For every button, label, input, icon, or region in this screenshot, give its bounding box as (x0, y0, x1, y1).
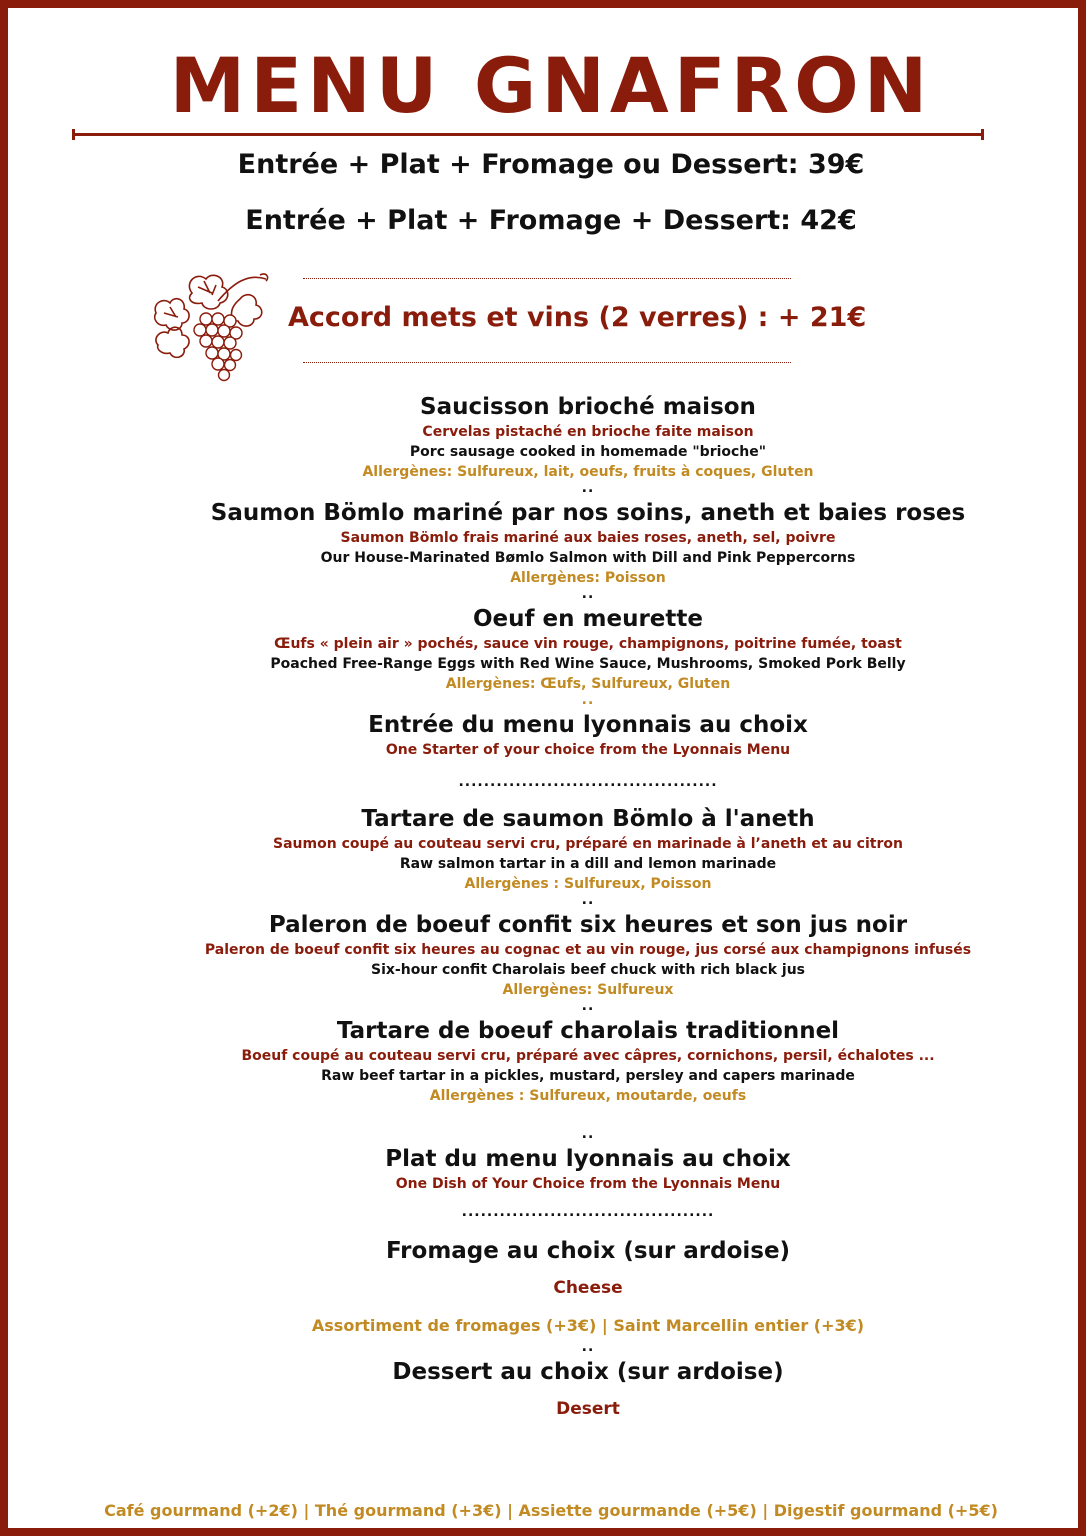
dish-description-fr: One Dish of Your Choice from the Lyonnais Menu (395, 1176, 781, 1192)
dish-description-en: Poached Free-Range Eggs with Red Wine Sauce, Mushrooms, Smoked Pork Belly (270, 656, 906, 672)
dish-description-en: Six-hour confit Charolais beef chuck with rich black jus (371, 962, 805, 978)
main-item (108, 1144, 1068, 1194)
dish-description-fr: Saumon coupé au couteau servi cru, préparé en marinade à l’aneth et au citron (273, 836, 903, 852)
title-divider (72, 133, 984, 136)
dish-title: Oeuf en meurette (473, 606, 703, 632)
dessert-title: Dessert au choix (sur ardoise) (392, 1359, 784, 1385)
dish-allergens: Allergènes : Sulfureux, Poisson (464, 876, 712, 892)
starter-item (108, 710, 1068, 760)
dish-allergens: Allergènes: Poisson (510, 570, 666, 586)
dish-title: Saumon Bömlo mariné par nos soins, aneth et baies roses (210, 500, 966, 526)
main-item (108, 910, 1068, 1016)
dessert-options: Café gourmand (+2€) | Thé gourmand (+3€) | Assiette gourmande (+5€) | Digestif gourmand (+5€) (104, 1501, 998, 1520)
dish-allergens: Allergènes : Sulfureux, moutarde, oeufs (429, 1088, 747, 1104)
dish-description-fr: Œufs « plein air » pochés, sauce vin rouge, champignons, poitrine fumée, toast (274, 636, 902, 652)
dish-title: Paleron de boeuf confit six heures et son jus noir (268, 912, 908, 938)
item-separator: .. (581, 692, 595, 708)
cheese-options: Assortiment de fromages (+3€) | Saint Marcellin entier (+3€) (311, 1316, 865, 1335)
main-item (108, 804, 1068, 910)
price-line-39: Entrée + Plat + Fromage ou Dessert: 39€ (237, 149, 865, 180)
dish-allergens: Allergènes: Sulfureux, lait, oeufs, fruits à coques, Gluten (362, 464, 814, 480)
dish-title: Tartare de saumon Bömlo à l'aneth (361, 806, 815, 832)
section-divider: ........................................ (461, 1204, 715, 1220)
item-separator: .. (581, 586, 595, 602)
dessert-label-en: Desert (556, 1399, 620, 1419)
dish-allergens: Allergènes: Œufs, Sulfureux, Gluten (445, 676, 731, 692)
dish-description-fr: Paleron de boeuf confit six heures au cognac et au vin rouge, jus corsé aux champignons infusés (204, 942, 972, 958)
dish-title: Entrée du menu lyonnais au choix (368, 712, 808, 738)
dish-description-en: Porc sausage cooked in homemade "brioche" (409, 444, 767, 460)
dessert-section (108, 1357, 1068, 1419)
item-separator: .. (581, 1339, 595, 1355)
grape-vine-icon (148, 263, 274, 388)
dish-description-en: Raw beef tartar in a pickles, mustard, persley and capers marinade (321, 1068, 855, 1084)
dish-title: Saucisson brioché maison (420, 394, 756, 420)
price-line-42: Entrée + Plat + Fromage + Dessert: 42€ (245, 205, 857, 236)
item-separator: .. (581, 480, 595, 496)
dish-description-en: Raw salmon tartar in a dill and lemon marinade (399, 856, 777, 872)
starter-item (108, 604, 1068, 710)
dish-description-fr: Saumon Bömlo frais mariné aux baies roses, aneth, sel, poivre (340, 530, 836, 546)
wine-top-divider (303, 278, 791, 279)
item-separator: .. (581, 892, 595, 908)
dish-description-fr: Cervelas pistaché en brioche faite maison (422, 424, 754, 440)
section-divider: ......................................... (458, 774, 718, 790)
dish-title: Tartare de boeuf charolais traditionnel (336, 1018, 840, 1044)
menu-title: MENU GNAFRON (169, 41, 933, 130)
starter-item (108, 392, 1068, 498)
main-item (108, 1016, 1068, 1144)
wine-pairing: Accord mets et vins (2 verres) : + 21€ (288, 302, 867, 333)
dish-description-fr: Boeuf coupé au couteau servi cru, préparé avec câpres, cornichons, persil, échalotes ... (241, 1048, 935, 1064)
dish-description-fr: One Starter of your choice from the Lyonnais Menu (385, 742, 791, 758)
item-separator: .. (581, 998, 595, 1014)
wine-bottom-divider (303, 362, 791, 363)
item-separator: .. (581, 1126, 595, 1142)
menu-body (108, 392, 1068, 1419)
cheese-title: Fromage au choix (sur ardoise) (385, 1238, 791, 1264)
cheese-section (108, 1236, 1068, 1357)
starter-item (108, 498, 1068, 604)
dish-description-en: Our House-Marinated Bømlo Salmon with Dill and Pink Peppercorns (320, 550, 856, 566)
cheese-label-en: Cheese (553, 1278, 623, 1298)
dish-allergens: Allergènes: Sulfureux (502, 982, 674, 998)
dish-title: Plat du menu lyonnais au choix (385, 1146, 791, 1172)
